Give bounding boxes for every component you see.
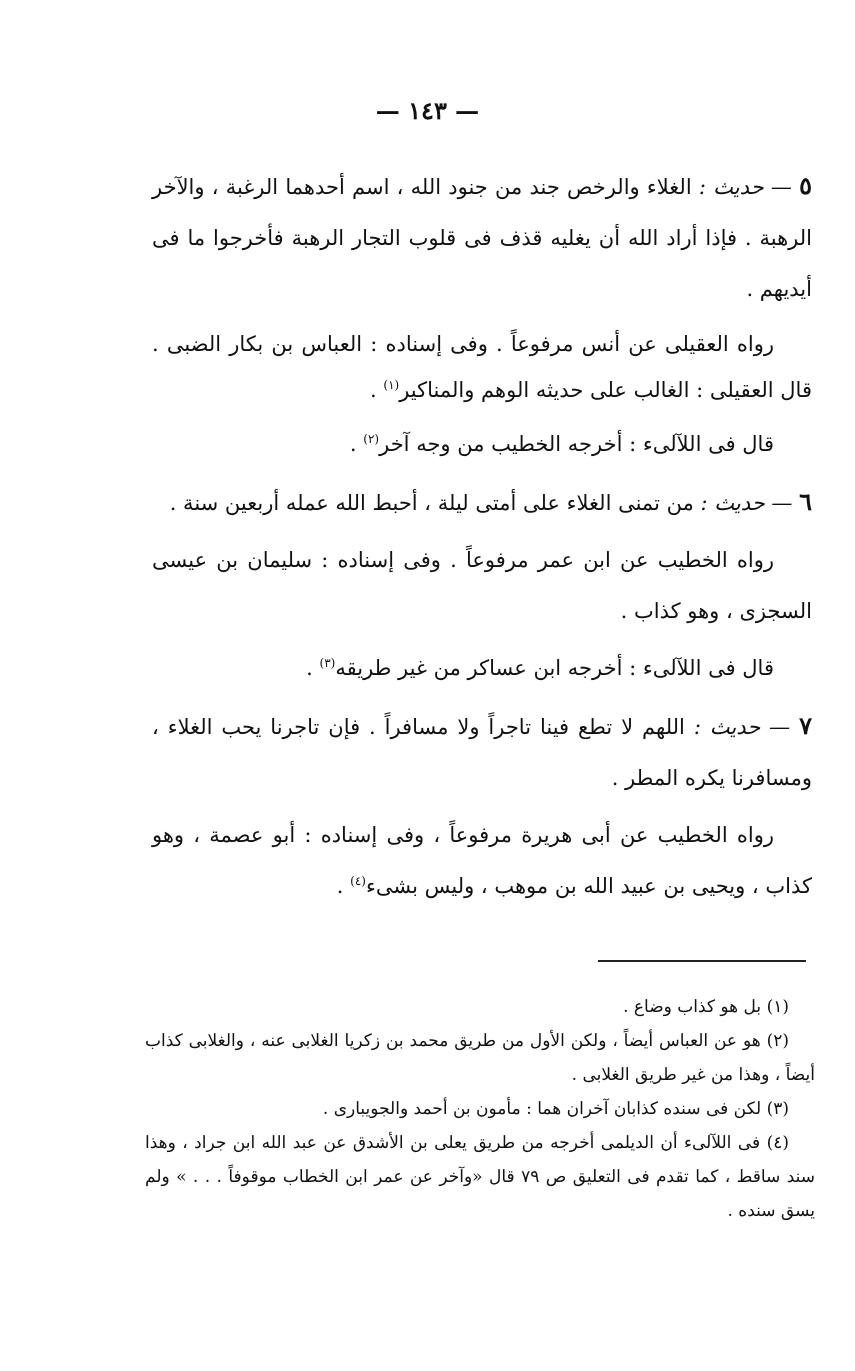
footnote — [145, 1024, 815, 1092]
main-text — [152, 160, 812, 918]
hadith-7-riwaya — [152, 810, 812, 912]
footnote-text: بل هو كذاب وضاع . — [623, 997, 762, 1017]
footnotes — [145, 990, 815, 1228]
hadith-5-laali — [152, 419, 812, 470]
period: . — [370, 378, 384, 402]
hadith-text: الغلاء والرخص جند من جنود الله ، اسم أحدهما الرغبة ، والآخر الرهبة . فإذا أراد الله أن يغليه قذف فى قلوب التجار الرهبة فأخرجوا ما فى أيديهم . — [152, 175, 812, 301]
footnote-ref: (٢) — [363, 432, 380, 446]
riwaya-text: رواه الخطيب عن أبى هريرة مرفوعاً ، وفى إسناده : أبو عصمة ، وهو كذاب ، ويحيى بن عبيد الله بن موهب ، وليس بشىء — [152, 823, 812, 898]
hadith-6-laali — [152, 643, 812, 694]
hadith-6 — [152, 476, 812, 529]
hadith-5 — [152, 160, 812, 315]
period: . — [349, 432, 364, 456]
hadith-number: ٥ — [799, 171, 812, 200]
laali-text: قال فى اللآلىء : أخرجه الخطيب من وجه آخر — [379, 432, 774, 456]
footnote-ref: (١) — [383, 378, 400, 392]
period: . — [336, 874, 351, 898]
footnote-text: فى اللآلىء أن الديلمى أخرجه من طريق يعلى بن الأشدق عن عبد الله ابن جراد ، وهذا سند ساقط ، كما تقدم فى التعليق ص ٧٩ قال «وآخر عن عمر ابن الخطاب موقوفاً . . . » ولم يسق سنده . — [145, 1133, 816, 1221]
laali-text: قال فى اللآلىء : أخرجه ابن عساكر من غير طريقه — [335, 656, 774, 680]
footnote-ref: (٣) — [319, 656, 336, 670]
footnote-separator — [598, 960, 806, 962]
riwaya-text: رواه العقيلى عن أنس مرفوعاً . وفى إسناده : العباس بن بكار الضبى . قال العقيلى : الغالب على حديثه الوهم والمناكير — [152, 332, 812, 402]
footnote-marker: (٤) — [766, 1133, 789, 1153]
hadith-text: من تمنى الغلاء على أمتى ليلة ، أحبط الله عمله أربعين سنة . — [169, 491, 694, 515]
hadith-number: ٦ — [799, 487, 812, 516]
footnote-marker: (١) — [766, 997, 789, 1017]
footnote-ref: (٤) — [350, 874, 366, 888]
footnote-text: لكن فى سنده كذابان آخران هما : مأمون بن أحمد والجويبارى . — [322, 1099, 762, 1119]
footnote — [145, 1092, 815, 1126]
footnote — [145, 1126, 815, 1228]
hadith-number: ٧ — [799, 711, 812, 740]
hadith-7 — [152, 700, 812, 804]
hadith-text: اللهم لا تطع فينا تاجراً ولا مسافراً . فإن تاجرنا يحب الغلاء ، ومسافرنا يكره المطر . — [152, 715, 812, 790]
riwaya-text: رواه الخطيب عن ابن عمر مرفوعاً . وفى إسناده : سليمان بن عيسى السجزى ، وهو كذاب . — [152, 548, 812, 623]
page-number: — ١٤٣ — — [375, 96, 480, 125]
footnote — [145, 990, 815, 1024]
hadith-5-riwaya — [152, 321, 812, 413]
footnote-marker: (٣) — [766, 1099, 789, 1119]
hadith-6-riwaya — [152, 535, 812, 637]
hadith-label: — حديث : — [700, 491, 793, 515]
period: . — [306, 656, 320, 680]
footnote-text: هو عن العباس أيضاً ، ولكن الأول من طريق محمد بن زكريا الغلابى عنه ، والغلابى كذاب أيضاً ، وهذا من غير طريق الغلابى . — [145, 1031, 815, 1085]
hadith-label: — حديث : — [698, 175, 792, 199]
footnote-marker: (٢) — [766, 1031, 790, 1051]
hadith-label: — حديث : — [693, 715, 791, 739]
